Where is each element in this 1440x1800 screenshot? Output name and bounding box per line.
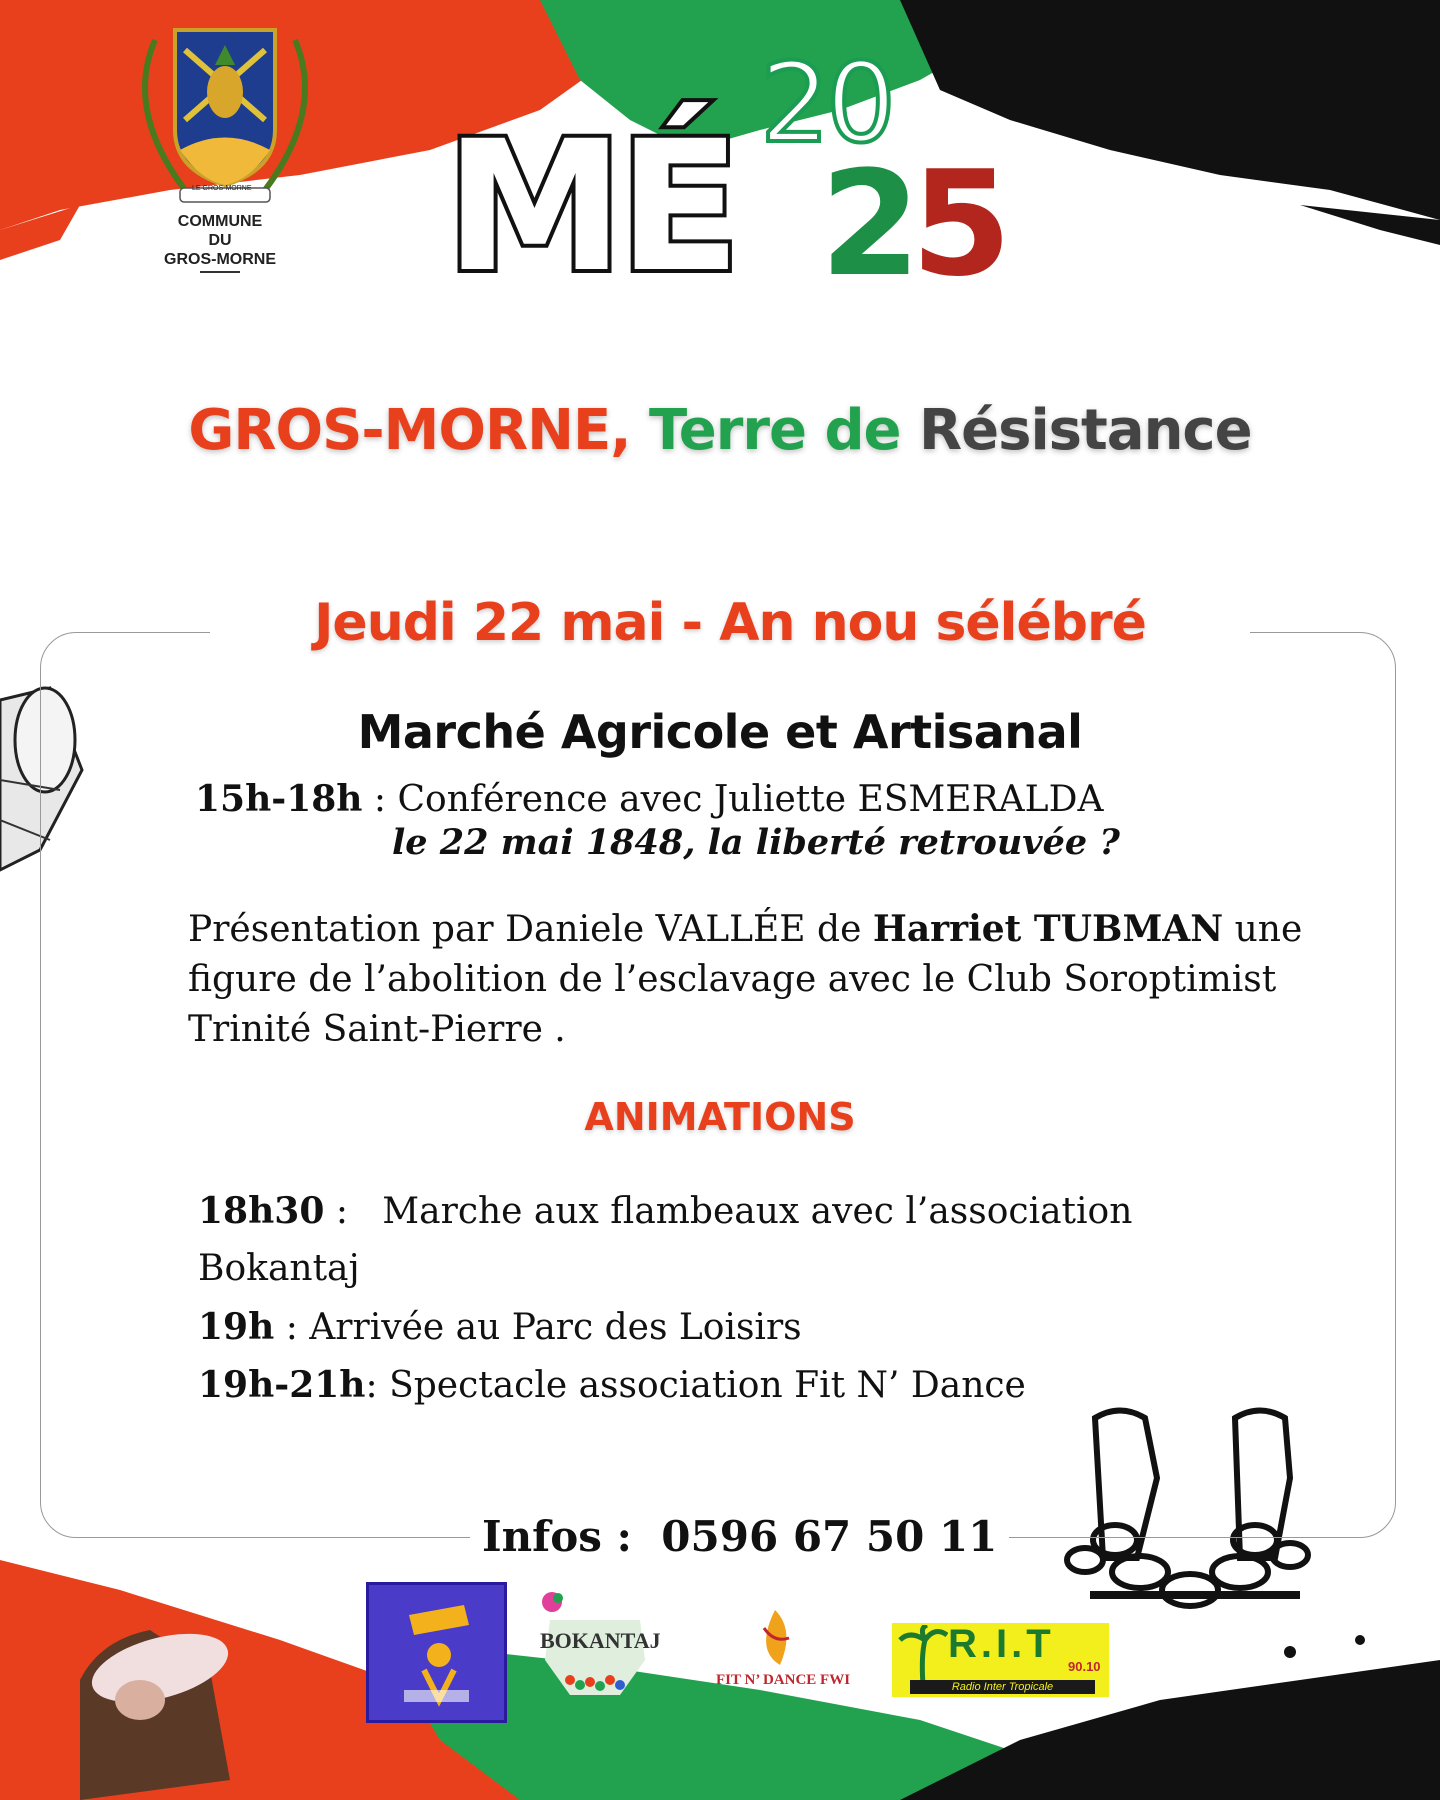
subtitle-resistance: Résistance bbox=[919, 398, 1252, 463]
presentation-paragraph bbox=[188, 904, 1308, 1055]
commune-crest-logo bbox=[125, 10, 325, 210]
schedule-item-3 bbox=[198, 1364, 1198, 1406]
commune-label bbox=[150, 212, 290, 273]
year-digit-5: 5 bbox=[910, 140, 1002, 309]
conference-topic: le 22 mai 1848, la liberté retrouvée ? bbox=[392, 822, 1120, 863]
schedule-time-3: 19h-21h bbox=[198, 1364, 366, 1406]
commune-line-1: COMMUNE bbox=[177, 213, 263, 230]
title-year-25 bbox=[820, 140, 1002, 309]
schedule-sep-2: : bbox=[274, 1307, 310, 1348]
rit-frequency: 90.10 bbox=[1068, 1659, 1101, 1674]
schedule-item-1 bbox=[198, 1190, 1198, 1232]
subtitle bbox=[0, 398, 1440, 463]
schedule-text-2: Arrivée au Parc des Loisirs bbox=[309, 1307, 802, 1348]
conference-line bbox=[195, 778, 1103, 820]
schedule-item-2 bbox=[198, 1306, 1198, 1348]
crest-motto: LE GROS-MORNE bbox=[192, 185, 252, 192]
infos-phone[interactable]: 0596 67 50 11 bbox=[661, 1512, 998, 1561]
rit-subtitle: Radio Inter Tropicale bbox=[910, 1680, 1095, 1694]
schedule-time-1: 18h30 bbox=[198, 1190, 325, 1232]
schedule-sep-1: : bbox=[324, 1191, 383, 1232]
infos-label: Infos : bbox=[482, 1512, 633, 1561]
rit-label: R.I.T bbox=[948, 1622, 1055, 1666]
presentation-name: Harriet TUBMAN bbox=[872, 908, 1224, 950]
conference-time: 15h-18h bbox=[195, 778, 363, 820]
dancer-icon bbox=[369, 1585, 504, 1720]
market-title: Marché Agricole et Artisanal bbox=[357, 705, 1083, 759]
year-digit-2: 2 bbox=[820, 140, 911, 309]
infos-line bbox=[470, 1512, 1009, 1561]
bokantaj-label: BOKANTAJ bbox=[540, 1628, 661, 1653]
sponsor-logo-1 bbox=[366, 1582, 507, 1723]
title-year-20: 20 bbox=[760, 39, 892, 167]
schedule-text-1: Marche aux flambeaux avec l’association bbox=[382, 1191, 1133, 1232]
subtitle-terre-de: Terre de bbox=[649, 398, 901, 463]
commune-line-2: DU bbox=[208, 232, 232, 249]
presentation-pre: Présentation par Daniele VALLÉE de bbox=[188, 909, 873, 950]
animations-title: ANIMATIONS bbox=[584, 1095, 856, 1139]
presentation-post: une figure de l’abolition de l’esclavage avec le Club Soroptimist Trinité Saint-Pierre . bbox=[188, 909, 1303, 1050]
fit-n-dance-label: FIT N’ DANCE FWI bbox=[716, 1672, 851, 1688]
schedule-sep-3: : bbox=[365, 1365, 390, 1406]
conference-text: : Conférence avec Juliette ESMERALDA bbox=[362, 779, 1104, 820]
fit-n-dance-logo-icon bbox=[752, 1608, 798, 1668]
date-banner: Jeudi 22 mai - An nou sélébré bbox=[210, 590, 1250, 656]
schedule-time-2: 19h bbox=[198, 1306, 275, 1348]
subtitle-gros-morne: GROS-MORNE, bbox=[188, 398, 631, 463]
schedule-item-1-cont: Bokantaj bbox=[198, 1248, 360, 1289]
schedule-text-3: Spectacle association Fit N’ Dance bbox=[389, 1365, 1026, 1406]
commune-line-3: GROS-MORNE bbox=[164, 251, 276, 268]
title-me: MÉ bbox=[445, 103, 736, 312]
palm-tree-icon bbox=[898, 1625, 948, 1687]
